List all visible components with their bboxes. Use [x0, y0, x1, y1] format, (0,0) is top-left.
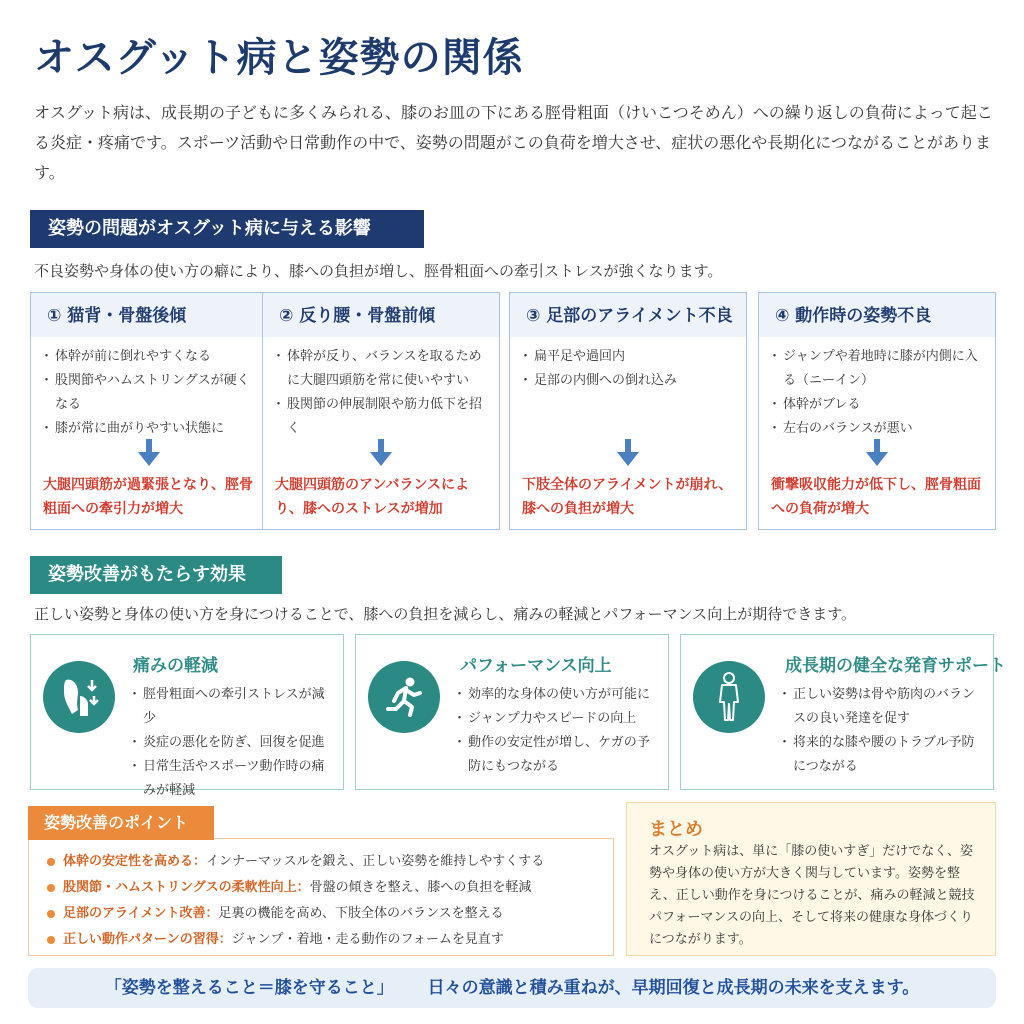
problem-card-3 — [509, 292, 747, 530]
runner-icon — [368, 661, 440, 733]
section-description-posture-problems: 不良姿勢や身体の使い方の癖により、膝への負担が増し、脛骨粗面への牽引ストレスが強くなります。 — [34, 262, 723, 280]
list-item: ・ ジャンプや着地時に膝が内側に入る（ニーイン） — [771, 345, 985, 393]
list-item: ・ 体幹が前に倒れやすくなる — [43, 345, 257, 369]
list-item: 足部のアライメント改善：足裏の機能を高め、下肢全体のバランスを整える — [47, 901, 607, 927]
list-item: 股関節・ハムストリングスの柔軟性向上：骨盤の傾きを整え、膝への負担を軽減 — [47, 875, 607, 901]
list-item: ・ 日常生活やスポーツ動作時の痛みが軽減 — [131, 755, 337, 803]
improvement-points-box — [28, 838, 614, 956]
list-item: ・ ジャンプ力やスピードの向上 — [456, 707, 662, 731]
banner-message: 日々の意識と積み重ねが、早期回復と成長期の未来を支えます。 — [427, 978, 920, 998]
list-item: ・ 正しい姿勢は骨や筋肉のバランスの良い発達を促す — [781, 683, 987, 731]
list-item: ・ 股関節の伸展制限や筋力低下を招く — [275, 393, 489, 441]
closing-banner — [28, 968, 996, 1008]
problem-card-title: ② 反り腰・骨盤前傾 — [263, 293, 499, 337]
problem-card-1 — [30, 292, 268, 530]
section-heading-posture-problems: 姿勢の問題がオスグット病に与える影響 — [30, 210, 424, 248]
arrow-down-icon — [864, 439, 890, 467]
list-item: ・ 体幹が反り、バランスを取るために大腿四頭筋を常に使いやすい — [275, 345, 489, 393]
arrow-down-icon — [368, 439, 394, 467]
list-item: ・ 足部の内側への倒れ込み — [522, 369, 736, 393]
problem-card-title: ④ 動作時の姿勢不良 — [759, 293, 995, 337]
arrow-down-icon — [615, 439, 641, 467]
benefit-card-pain — [30, 634, 344, 798]
problem-card-result: 大腿四頭筋のアンバランスにより、膝へのストレスが増加 — [275, 477, 470, 517]
list-item: ・ 炎症の悪化を防ぎ、回復を促進 — [131, 731, 337, 755]
benefit-card-growth — [680, 634, 1006, 790]
knee-icon — [43, 661, 115, 733]
problem-card-2 — [262, 292, 500, 530]
summary-box — [626, 802, 996, 956]
list-item: ・ 動作の安定性が増し、ケガの予防にもつながる — [456, 731, 662, 779]
summary-text: オスグット病は、単に「膝の使いすぎ」だけでなく、姿勢や身体の使い方が大きく関与しています。姿勢を整え、正しい動作を身につけることが、痛みの軽減と競技パフォーマンスの向上、そして将来の健康な身体づくりにつながります。 — [649, 844, 975, 947]
problem-card-result: 大腿四頭筋が過緊張となり、脛骨粗面への牽引力が増大 — [43, 477, 253, 517]
list-item: 正しい動作パターンの習得：ジャンプ・着地・走る動作のフォームを見直す — [47, 927, 607, 953]
problem-card-title: ③ 足部のアライメント不良 — [510, 293, 746, 337]
benefit-card-title: 痛みの軽減 — [133, 656, 218, 676]
intro-paragraph: オスグット病は、成長期の子どもに多くみられる、膝のお皿の下にある脛骨粗面（けいこつそめん）への繰り返しの負荷によって起こる炎症・疼痛です。スポーツ活動や日常動作の中で、姿勢の問題がこの負荷を増大させ、症状の悪化や長期化につながることがあります。 — [34, 103, 993, 182]
page-title: オスグット病と姿勢の関係 — [34, 35, 524, 81]
summary-heading: まとめ — [649, 819, 703, 840]
section-heading-benefits: 姿勢改善がもたらす効果 — [30, 556, 282, 594]
list-item: ・ 効率的な身体の使い方が可能に — [456, 683, 662, 707]
body-icon — [693, 661, 765, 733]
list-item: ・ 脛骨粗面への牽引ストレスが減少 — [131, 683, 337, 731]
list-item: ・ 股関節やハムストリングスが硬くなる — [43, 369, 257, 417]
list-item: ・ 左右のバランスが悪い — [771, 417, 985, 441]
list-item: ・ 将来的な膝や腰のトラブル予防につながる — [781, 731, 987, 779]
list-item: ・ 体幹がブレる — [771, 393, 985, 417]
list-item: ・ 扁平足や過回内 — [522, 345, 736, 369]
benefit-card-title: 成長期の健全な発育サポート — [785, 656, 1006, 676]
benefit-card-title: パフォーマンス向上 — [460, 656, 612, 676]
list-item: ・ 膝が常に曲がりやすい状態に — [43, 417, 257, 441]
arrow-down-icon — [136, 439, 162, 467]
improvement-points-heading: 姿勢改善のポイント — [28, 806, 214, 840]
problem-card-4 — [758, 292, 996, 530]
problem-card-title: ① 猫背・骨盤後傾 — [31, 293, 267, 337]
problem-card-result: 下肢全体のアライメントが崩れ、膝への負担が増大 — [522, 477, 733, 517]
section-description-benefits: 正しい姿勢と身体の使い方を身につけることで、膝への負担を減らし、痛みの軽減とパフォーマンス向上が期待できます。 — [34, 605, 857, 623]
banner-slogan: 「姿勢を整えること＝膝を守ること」 — [104, 978, 394, 998]
list-item: 体幹の安定性を高める：インナーマッスルを鍛え、正しい姿勢を維持しやすくする — [47, 849, 607, 875]
problem-card-result: 衝撃吸収能力が低下し、脛骨粗面への負荷が増大 — [771, 477, 981, 517]
benefit-card-performance — [355, 634, 669, 790]
